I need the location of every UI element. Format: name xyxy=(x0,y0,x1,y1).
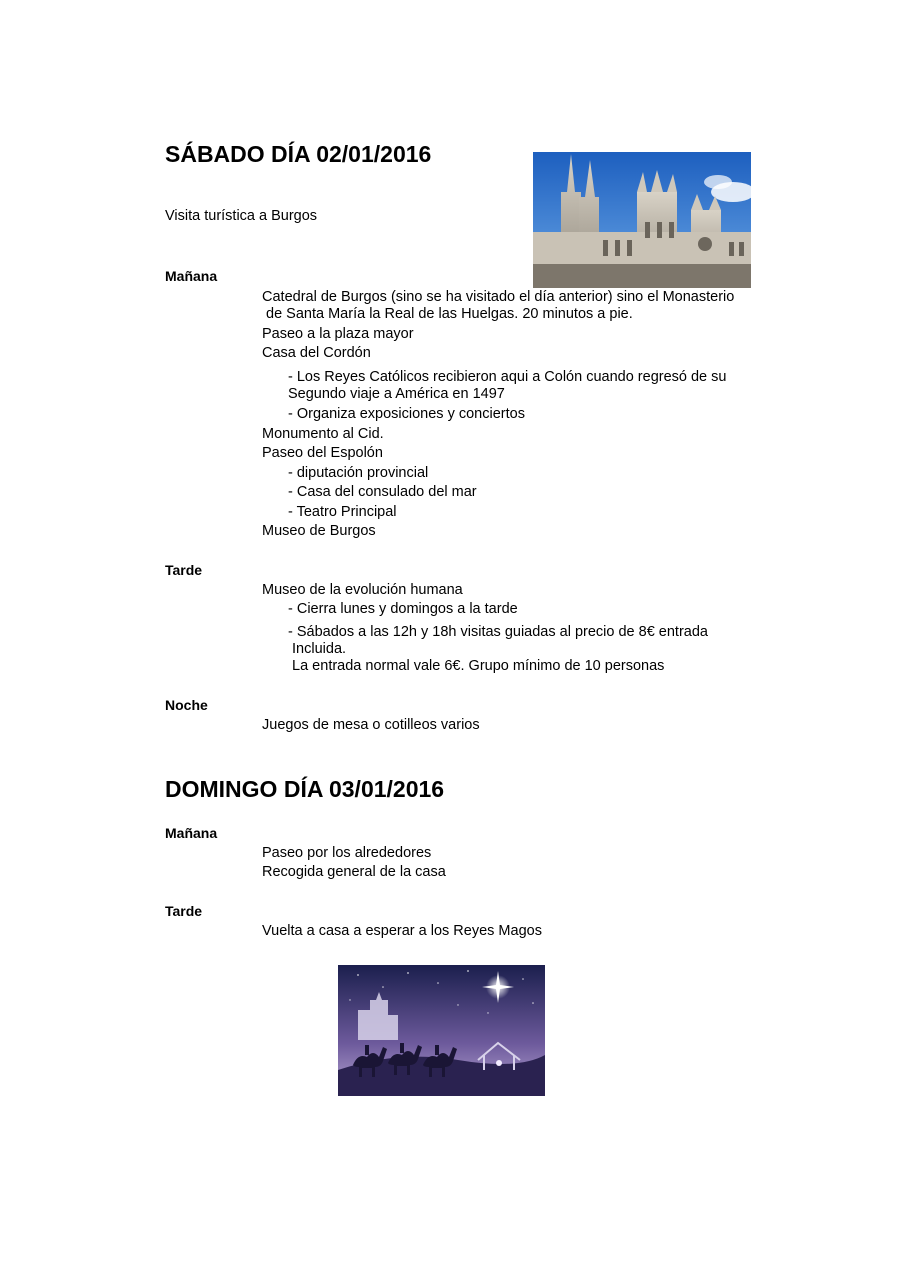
afternoon-line: La entrada normal vale 6€. Grupo mínimo de 10 personas xyxy=(288,658,665,674)
morning-line: Catedral de Burgos (sino se ha visitado el día anterior) sino el Monasterio xyxy=(262,289,735,305)
morning-line: Casa del Cordón xyxy=(262,345,371,361)
morning-line: - Casa del consulado del mar xyxy=(288,484,477,500)
morning-line: de Santa María la Real de las Huelgas. 20 minutos a pie. xyxy=(262,306,633,322)
afternoon-line: Incluida. xyxy=(288,641,347,657)
sunday-morning-label: Mañana xyxy=(165,825,218,841)
afternoon-line: - Cierra lunes y domingos a la tarde xyxy=(288,601,518,617)
morning-line: Monumento al Cid. xyxy=(262,426,384,442)
afternoon-line: Museo de la evolución humana xyxy=(262,582,463,598)
saturday-afternoon-label: Tarde xyxy=(165,562,203,578)
morning-line: - Organiza exposiciones y conciertos xyxy=(288,406,525,422)
morning-line: Segundo viaje a América en 1497 xyxy=(288,386,505,402)
morning-line: - Los Reyes Católicos recibieron aqui a Colón cuando regresó de su xyxy=(288,369,727,385)
sunday-afternoon-label: Tarde xyxy=(165,903,203,919)
morning-line: - diputación provincial xyxy=(288,465,429,481)
sunday-morning-line: Recogida general de la casa xyxy=(262,864,446,880)
three-kings-illustration xyxy=(338,965,545,1096)
morning-line: - Teatro Principal xyxy=(288,504,397,520)
sunday-afternoon-line: Vuelta a casa a esperar a los Reyes Magos xyxy=(262,923,542,939)
night-line: Juegos de mesa o cotilleos varios xyxy=(262,717,480,733)
saturday-intro: Visita turística a Burgos xyxy=(165,208,318,224)
sunday-heading: DOMINGO DÍA 03/01/2016 xyxy=(165,776,445,802)
morning-line: Paseo del Espolón xyxy=(262,445,383,461)
morning-line: Paseo a la plaza mayor xyxy=(262,326,414,342)
saturday-morning-label: Mañana xyxy=(165,268,218,284)
sunday-morning-line: Paseo por los alrededores xyxy=(262,845,432,861)
burgos-cathedral-photo xyxy=(533,152,751,288)
morning-line: Museo de Burgos xyxy=(262,523,376,539)
saturday-night-label: Noche xyxy=(165,697,208,713)
afternoon-line: - Sábados a las 12h y 18h visitas guiadas al precio de 8€ entrada xyxy=(288,624,708,640)
saturday-heading: SÁBADO DÍA 02/01/2016 xyxy=(165,141,432,167)
